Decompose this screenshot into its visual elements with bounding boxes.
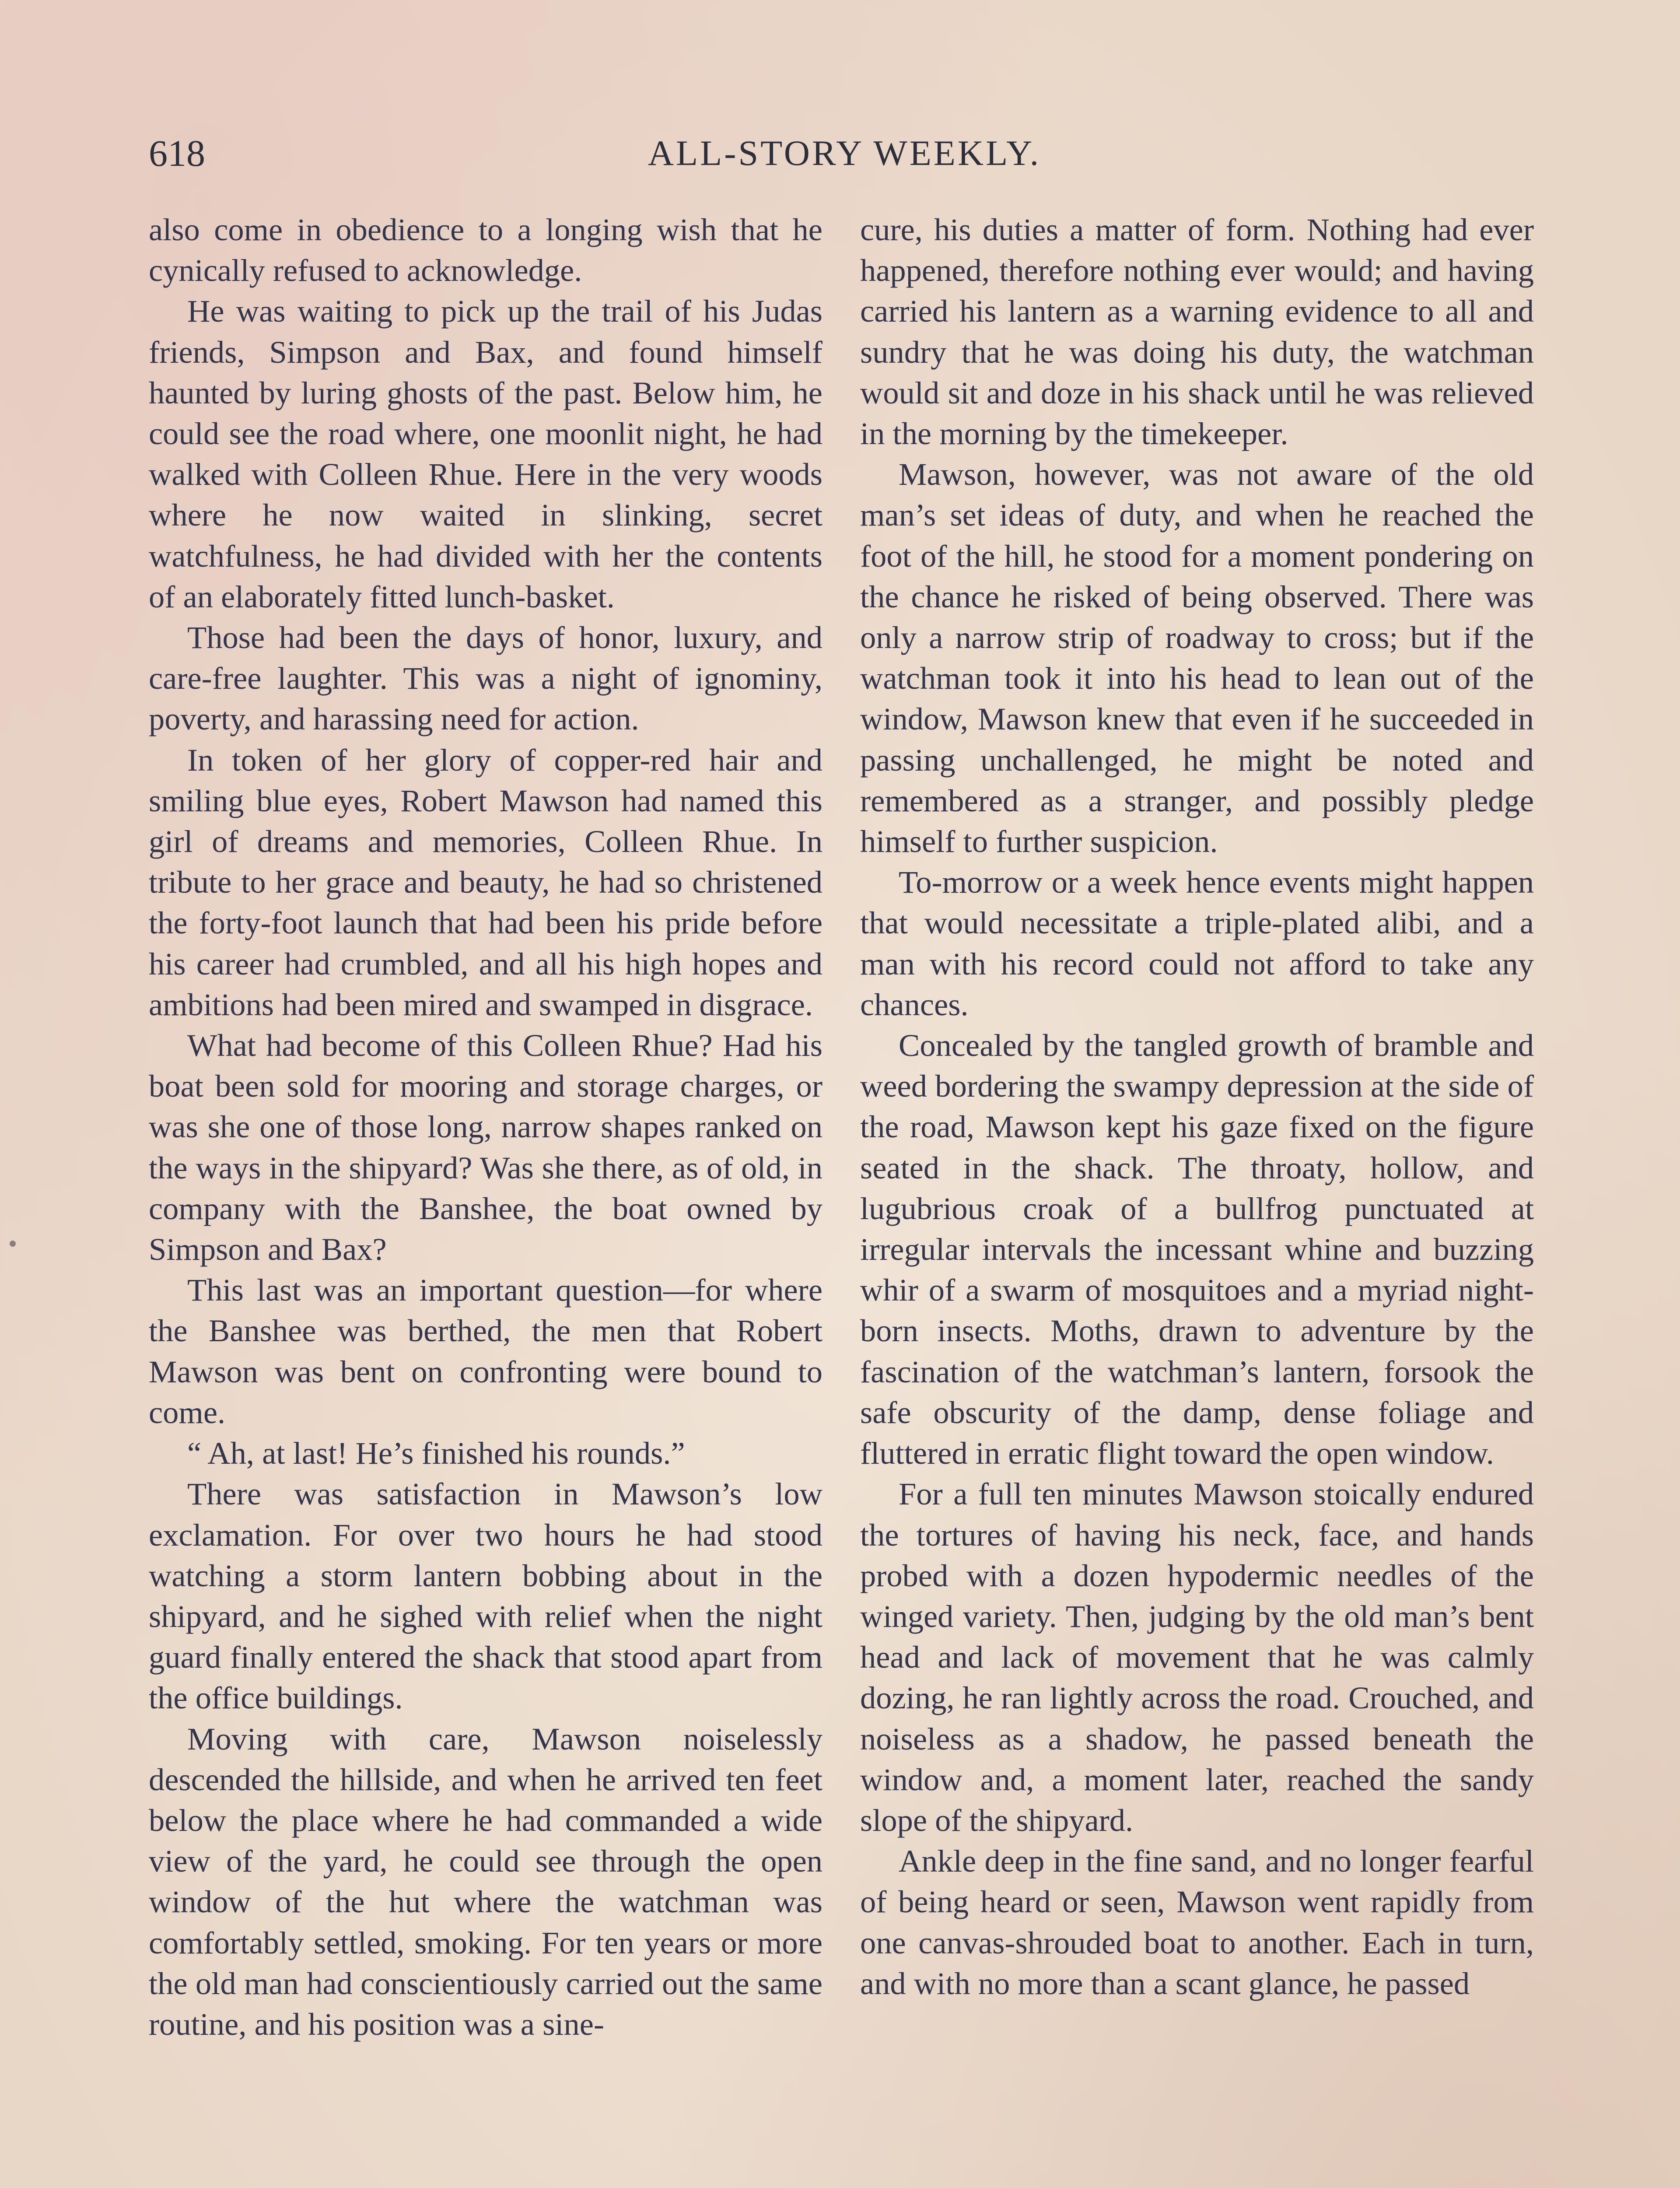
paragraph: He was waiting to pick up the trail of his Judas friends, Simpson and Bax, and found himself haunted by luring ghosts of the past. Below him, he could see the road where, one moonlit night, he had walked with Colleen Rhue. Here in the very woods where he now waited in slinking, secret watchfulness, he had divided with her the contents of an elaborately fitted lunch-basket. xyxy=(149,293,822,614)
running-head: ALL-STORY WEEKLY. xyxy=(648,133,1041,173)
right-column xyxy=(860,209,1534,2004)
paragraph: Ankle deep in the fine sand, and no longer fearful of being heard or seen, Mawson went rapidly from one canvas-shrouded boat to another. Each in turn, and with no more than a scant glance, he passed xyxy=(860,1843,1534,2001)
paragraph: Concealed by the tangled growth of bramble and weed bordering the swampy depression at the side of the road, Mawson kept his gaze fixed on the figure seated in the shack. The throaty, hollow, and lugubrious croak of a bullfrog punctuated at irregular intervals the incessant whine and buzzing whir of a swarm of mosquitoes and a myriad night-born insects. Moths, drawn to adventure by the fascination of the watchman’s lantern, forsook the safe obscurity of the damp, dense foliage and fluttered in erratic flight toward the open window. xyxy=(860,1027,1534,1471)
paragraph: Those had been the days of honor, luxury, and care-free laughter. This was a night of ignominy, poverty, and harassing need for action. xyxy=(149,620,822,737)
paragraph: This last was an important question—for where the Banshee was berthed, the men that Robert Mawson was bent on confronting were bound to come. xyxy=(149,1272,822,1430)
paragraph: cure, his duties a matter of form. Nothing had ever happened, therefore nothing ever would; and having carried his lantern as a warning evidence to all and sundry that he was doing his duty, the watchman would sit and doze in his shack until he was relieved in the morning by the timekeeper. xyxy=(860,212,1534,452)
page-header xyxy=(149,127,1540,179)
paragraph: also come in obedience to a longing wish that he cynically refused to acknowledge. xyxy=(149,212,822,288)
page-number: 618 xyxy=(149,132,205,174)
paragraph: To-morrow or a week hence events might happen that would necessitate a triple-plated alibi, and a man with his record could not afford to take any chances. xyxy=(860,864,1534,1022)
paragraph: What had become of this Colleen Rhue? Had his boat been sold for mooring and storage charges, or was she one of those long, narrow shapes ranked on the ways in the shipyard? Was she there, as of old, in company with the Banshee, the boat owned by Simpson and Bax? xyxy=(149,1027,822,1267)
paragraph: “ Ah, at last! He’s finished his rounds.” xyxy=(187,1435,685,1471)
left-column xyxy=(149,209,822,2044)
paragraph: Moving with care, Mawson noiselessly descended the hillside, and when he arrived ten feet below the place where he had commanded a wide view of the yard, he could see through the open window of the hut where the watchman was comfortably settled, smoking. For ten years or more the old man had conscientiously carried out the same routine, and his position was a sine- xyxy=(149,1721,822,2042)
paragraph: In token of her glory of copper-red hair and smiling blue eyes, Robert Mawson had named this girl of dreams and memories, Colleen Rhue. In tribute to her grace and beauty, he had so christened the forty-foot launch that had been his pride before his career had crumbled, and all his high hopes and ambitions had been mired and swamped in disgrace. xyxy=(149,742,822,1022)
paragraph: For a full ten minutes Mawson stoically endured the tortures of having his neck, face, and hands probed with a dozen hypodermic needles of the winged variety. Then, judging by the old man’s bent head and lack of movement that he was calmly dozing, he ran lightly across the road. Crouched, and noiseless as a shadow, he passed beneath the window and, a moment later, reached the sandy slope of the shipyard. xyxy=(860,1476,1534,1838)
paragraph: Mawson, however, was not aware of the old man’s set ideas of duty, and when he reached the foot of the hill, he stood for a moment pondering on the chance he risked of being observed. There was only a narrow strip of roadway to cross; but if the watchman took it into his head to lean out of the window, Mawson knew that even if he succeeded in passing unchallenged, he might be noted and remembered as a stranger, and possibly pledge himself to further suspicion. xyxy=(860,456,1534,859)
ink-speck xyxy=(10,1241,16,1247)
paragraph: There was satisfaction in Mawson’s low exclamation. For over two hours he had stood watching a storm lantern bobbing about in the shipyard, and he sighed with relief when the night guard finally entered the shack that stood apart from the office buildings. xyxy=(149,1476,822,1716)
